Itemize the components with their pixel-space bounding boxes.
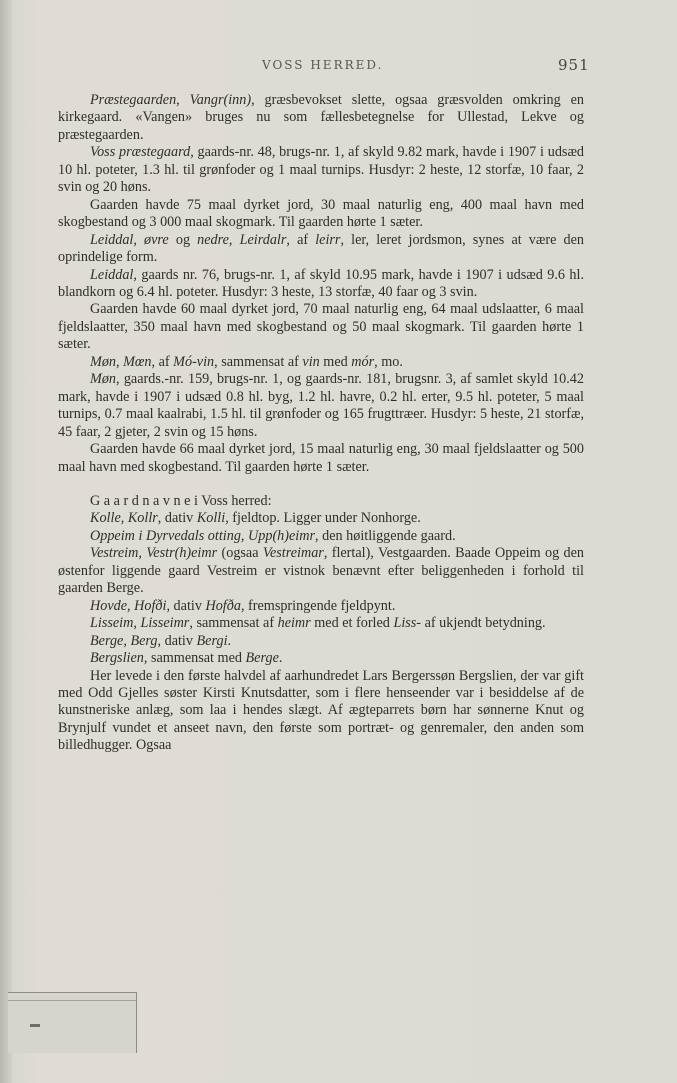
italic-term: mór (351, 353, 375, 370)
paragraph-text: , ler, leret jordsmon, synes at være den oprindelige form. (58, 231, 584, 266)
paragraph-text: , af (151, 353, 174, 370)
paragraph-text: . (227, 632, 232, 649)
paragraph-p12 (58, 528, 584, 545)
paragraph-text: , gaards.-nr. 159, brugs-nr. 1, og gaards-nr. 181, brugsnr. 3, af samlet skyld 10.42 mark, havde i 1907 i udsæd 0.8 hl. byg, 1.2 hl. havre, 0.2 hl. erter, 9.5 hl. poteter, 5 maal turnips, 0.7 maal kaalrabi, 1.5 hl. til grønfoder og 165 frugttræer. Husdyr: 5 heste, 21 storfæ, 45 faar, 2 gjeter, 2 svin og 15 høns. (58, 371, 584, 440)
reference-rule (8, 1000, 136, 1001)
italic-term: Berge (245, 650, 279, 667)
italic-term: Kolli (196, 510, 226, 527)
italic-term: Leiddal (90, 266, 134, 283)
paragraph-p18 (58, 668, 584, 755)
italic-term: Vangr(inn) (189, 92, 252, 108)
italic-term: vin (302, 353, 320, 370)
paragraph-text: , fjeldtop. Ligger under Nonhorge. (225, 510, 421, 527)
paragraph-p16 (58, 633, 584, 650)
paragraph-p14 (58, 598, 584, 615)
paragraph-text: Gaarden havde 60 maal dyrket jord, 70 maal naturlig eng, 64 maal udslaatter, 6 maal fjeldslaatter, 350 maal havn med skogbestand og 50 maal skogmark. Til gaarden hørte 1 sæter. (58, 301, 584, 353)
paragraph-text: , gaards nr. 76, brugs-nr. 1, af skyld 10.95 mark, havde i 1907 i udsæd 9.6 hl. blandkorn og 6.4 hl. poteter. Husdyr: 3 heste, 13 storfæ, 40 faar og 3 svin. (58, 266, 584, 300)
paragraph-text: , den høitliggende gaard. (315, 527, 456, 544)
paragraph-text: , mo. (374, 353, 403, 370)
paragraph-text: og (168, 231, 198, 248)
paragraph-p9 (58, 441, 584, 476)
page-number: 951 (558, 56, 590, 74)
body-text (58, 92, 584, 755)
paragraph-p10 (58, 493, 584, 510)
paragraph-p6 (58, 301, 584, 353)
paragraph-text: Gaarden havde 75 maal dyrket jord, 30 maal naturlig eng, 400 maal havn med skogbestand og 3 000 maal skogmark. Til gaarden hørte 1 sæter. (58, 196, 584, 231)
italic-term: Kolle, Kollr (90, 510, 158, 527)
paragraph-p1 (58, 92, 584, 144)
italic-term: heimr (277, 615, 311, 632)
paragraph-p17 (58, 650, 584, 667)
paragraph-text: , sammensat af (214, 353, 303, 370)
italic-term: Bergi (196, 632, 228, 649)
paragraph-text: , gaards-nr. 48, brugs-nr. 1, af skyld 9.82 mark, havde i 1907 i udsæd 10 hl. poteter, 1.3 hl. til grønfoder og 1 maal turnips. Husdyr: 2 heste, 12 storfæ, 10 faar, 2 svin og 20 høns. (58, 144, 585, 196)
paragraph-p7 (58, 354, 584, 371)
paragraph-p11 (58, 510, 584, 527)
italic-term: Bergslien (90, 650, 144, 667)
paragraph-text: , dativ (157, 632, 197, 649)
paragraph-text: , sammensat med (143, 650, 246, 667)
italic-term: Vestreimar (262, 545, 324, 562)
library-reference-box (8, 992, 137, 1053)
italic-term: Oppeim i Dyrvedals otting, Upp(h)eimr (90, 527, 315, 544)
paragraph-text: med et forled (310, 615, 394, 632)
paragraph-text: med (319, 353, 352, 370)
running-head-title: VOSS HERRED. (262, 58, 384, 72)
page-spine-shadow (0, 0, 12, 1083)
paragraph-text: , græsbevokset slette, ogsaa græsvolden omkring en kirkegaard. «Vangen» bruges nu som fællesbetegnelse for Ullestad, Lekve og præstegaarden. (58, 92, 584, 143)
paragraph-text: Her levede i den første halvdel af aarhundredet Lars Bergerssøn Bergslien, der var gift med Odd Gjelles søster Kirsti Knutsdatter, som i flere henseender var i besiddelse af de kunstneriske anlæg, som laa i hendes slægt. Af ægteparrets børn har sønnerne Knut og Brynjulf vundet et anseet navn, den første som portræt- og genremaler, den anden som billedhugger. Ogsaa (58, 667, 584, 754)
paragraph-p2 (58, 144, 584, 196)
paragraph-text: , af (286, 231, 316, 248)
paragraph-p15 (58, 615, 584, 632)
italic-term: Hofða (205, 597, 241, 614)
italic-term: leirr (315, 231, 341, 248)
italic-term: Lisseim, Lisseimr (90, 615, 190, 632)
paragraph-p8 (58, 371, 584, 441)
paragraph-text: , fremspringende fjeldpynt. (240, 597, 396, 614)
reference-mark (30, 1024, 40, 1027)
italic-term: Møn, Mœn (90, 353, 152, 370)
paragraph-text: , dativ (157, 510, 197, 527)
paragraph-text: af ukjendt betydning. (421, 615, 546, 632)
paragraph-p4 (58, 232, 584, 267)
paragraph-p13 (58, 545, 584, 597)
italic-term: Møn (90, 371, 117, 388)
italic-term: nedre, Leirdalr (197, 231, 287, 248)
paragraph-text: , (176, 92, 190, 108)
paragraph-text: G a a r d n a v n e i Voss herred: (90, 492, 272, 509)
italic-term: Præstegaarden (90, 92, 177, 108)
italic-term: Mó-vin (173, 353, 215, 370)
paragraph-p3 (58, 197, 584, 232)
paragraph-text: (ogsaa (217, 545, 263, 562)
paragraph-p5 (58, 267, 584, 302)
paragraph-text: , sammensat af (189, 615, 278, 632)
running-head (0, 58, 677, 80)
italic-term: Liss- (393, 615, 422, 632)
italic-term: Leiddal, øvre (90, 231, 169, 248)
italic-term: Berge, Berg (90, 632, 158, 649)
paragraph-text: , dativ (166, 597, 206, 614)
italic-term: Vestreim, Vestr(h)eimr (90, 545, 218, 562)
paragraph-text: Gaarden havde 66 maal dyrket jord, 15 maal naturlig eng, 30 maal fjeldslaatter og 500 maal havn med skogbestand. Til gaarden hørte 1 sæter. (58, 441, 584, 475)
paragraph-text: . (278, 650, 283, 667)
italic-term: Voss præstegaard (90, 144, 191, 161)
italic-term: Hovde, Hofði (90, 597, 167, 614)
paragraph-text: , flertal), Vestgaarden. Baade Oppeim og den østenfor liggende gaard Vestreim er vistnok benævnt efter beliggenheden i forhold til gaarden Berge. (58, 545, 585, 597)
